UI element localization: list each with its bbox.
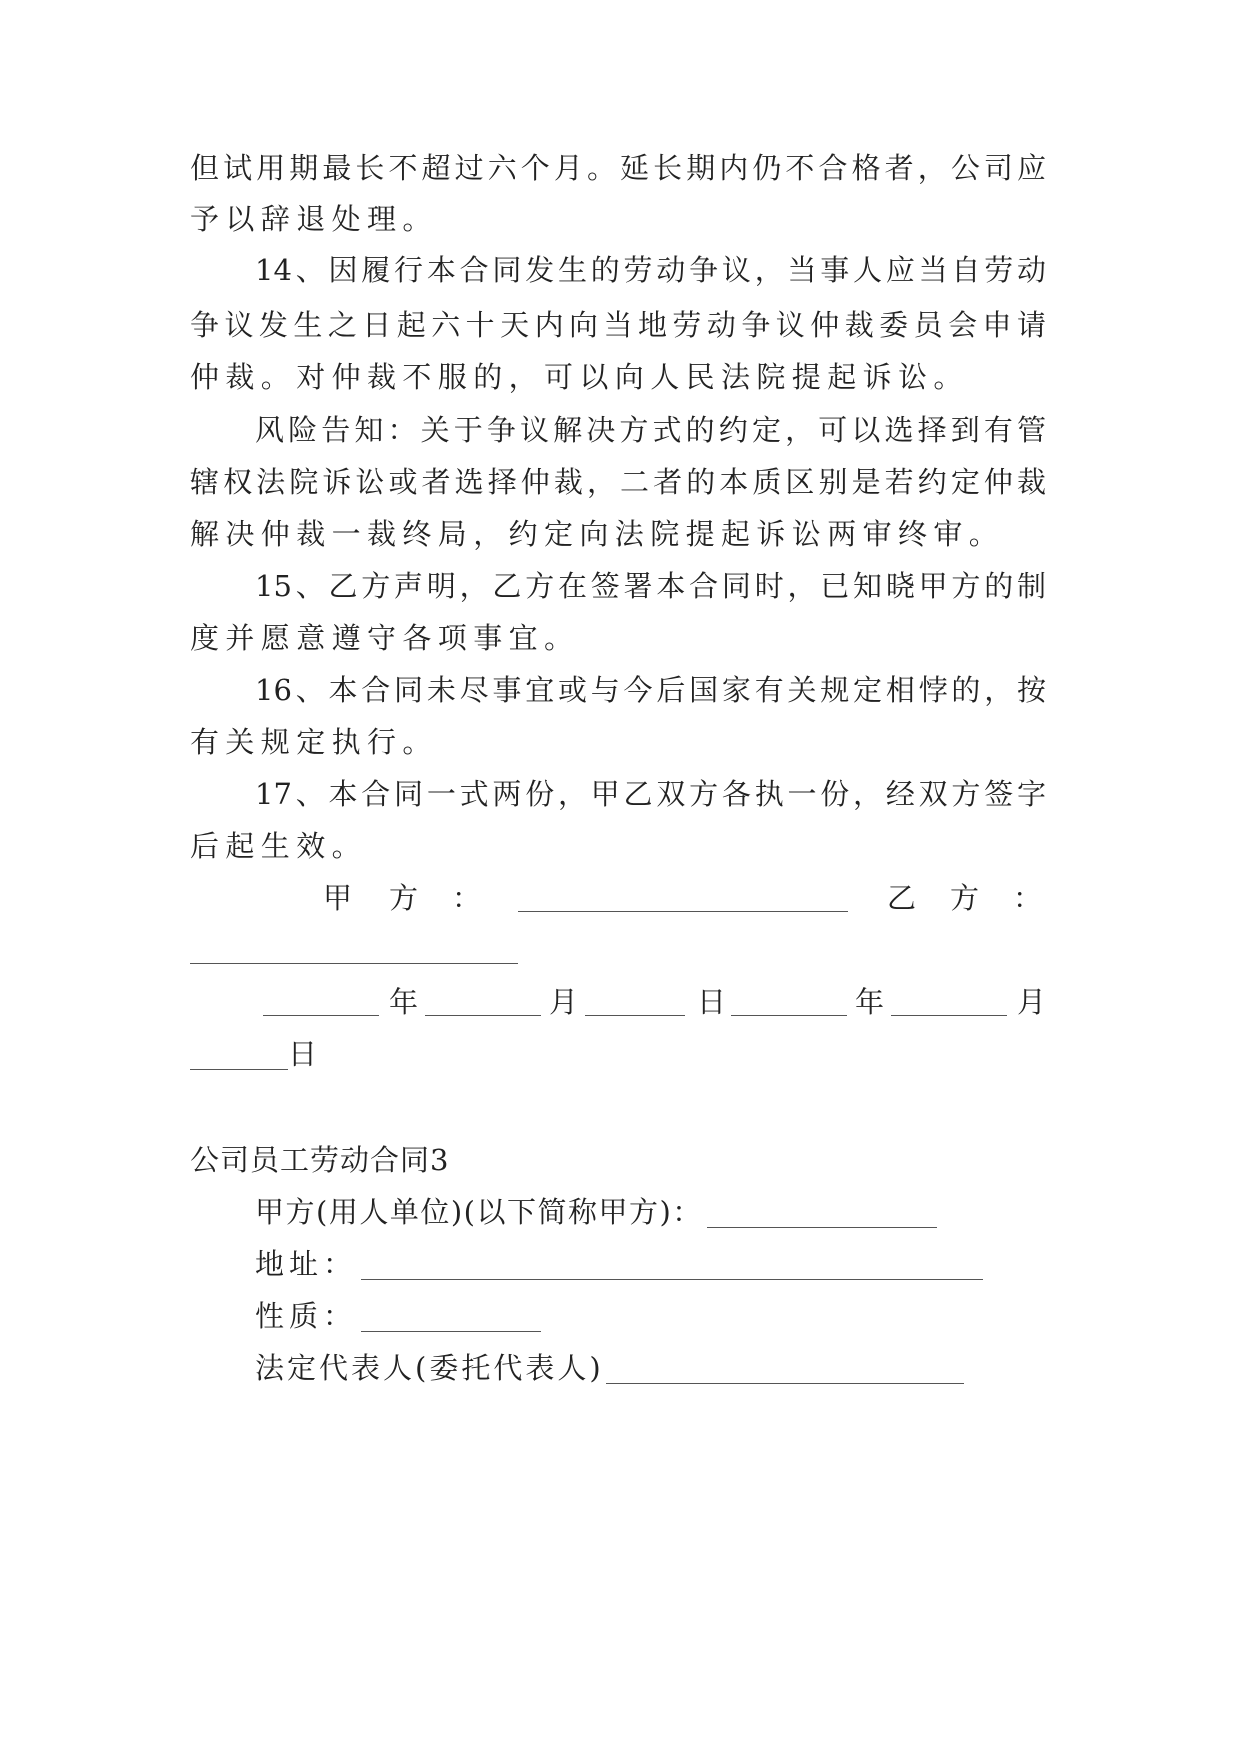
party-a-char: 甲 — [323, 881, 353, 915]
year-label: 年 — [855, 985, 885, 1019]
employer-label: 甲方(用人单位)(以下简称甲方)： — [255, 1195, 703, 1229]
paragraph-line: 仲裁。对仲裁不服的，可以向人民法院提起诉讼。 — [190, 360, 969, 394]
paragraph-line: 14、因履行本合同发生的劳动争议，当事人应当自劳动 — [255, 253, 1046, 287]
paragraph-line: 15、乙方声明，乙方在签署本合同时，已知晓甲方的制 — [255, 569, 1046, 603]
party-a-signature-blank[interactable] — [518, 882, 848, 922]
year-label: 年 — [389, 985, 419, 1019]
employer-input-blank[interactable] — [707, 1201, 937, 1228]
employer-field — [255, 1192, 937, 1232]
year-blank[interactable] — [731, 986, 847, 1026]
day-blank[interactable] — [190, 1043, 288, 1070]
paragraph-line: 但试用期最长不超过六个月。延长期内仍不合格者，公司应 — [190, 151, 1046, 185]
paragraph-line: 后起生效。 — [190, 829, 368, 863]
address-input-blank[interactable] — [361, 1253, 983, 1280]
paragraph-line: 风险告知：关于争议解决方式的约定，可以选择到有管 — [255, 413, 1046, 447]
contract-title: 公司员工劳动合同3 — [190, 1143, 450, 1177]
paragraph-line: 解决仲裁一裁终局，约定向法院提起诉讼两审终审。 — [190, 517, 1005, 551]
day-blank[interactable] — [585, 986, 685, 1026]
paragraph-line: 度并愿意遵守各项事宜。 — [190, 621, 580, 655]
paragraph-line: 予以辞退处理。 — [190, 202, 438, 236]
paragraph-line: 有关规定执行。 — [190, 725, 438, 759]
nature-label: 性质： — [255, 1299, 358, 1333]
nature-field — [255, 1296, 541, 1336]
legal-rep-input-blank[interactable] — [606, 1357, 964, 1384]
address-label: 地址： — [255, 1247, 358, 1281]
day-label: 日 — [288, 1037, 318, 1071]
signature-date-row-2 — [190, 1034, 317, 1074]
month-blank[interactable] — [891, 986, 1007, 1026]
party-b-char: 乙 — [887, 881, 917, 915]
paragraph-line: 争议发生之日起六十天内向当地劳动争议仲裁委员会申请 — [190, 308, 1046, 342]
paragraph-line: 辖权法院诉讼或者选择仲裁，二者的本质区别是若约定仲裁 — [190, 465, 1046, 499]
legal-rep-field — [255, 1348, 964, 1388]
month-label: 月 — [1017, 985, 1047, 1019]
day-label: 日 — [697, 985, 727, 1019]
party-b-signature-blank[interactable] — [190, 934, 518, 974]
month-label: 月 — [549, 985, 579, 1019]
address-field — [255, 1244, 983, 1284]
year-blank[interactable] — [263, 986, 379, 1026]
legal-rep-label: 法定代表人(委托代表人) — [255, 1351, 604, 1385]
party-b-char: 方 — [950, 881, 980, 915]
party-a-colon: ： — [452, 881, 482, 915]
paragraph-line: 17、本合同一式两份，甲乙双方各执一份，经双方签字 — [255, 777, 1046, 811]
party-b-colon: ： — [1013, 881, 1043, 915]
paragraph-line: 16、本合同未尽事宜或与今后国家有关规定相悖的，按 — [255, 673, 1046, 707]
month-blank[interactable] — [425, 986, 541, 1026]
party-a-char: 方 — [389, 881, 419, 915]
nature-input-blank[interactable] — [361, 1305, 541, 1332]
